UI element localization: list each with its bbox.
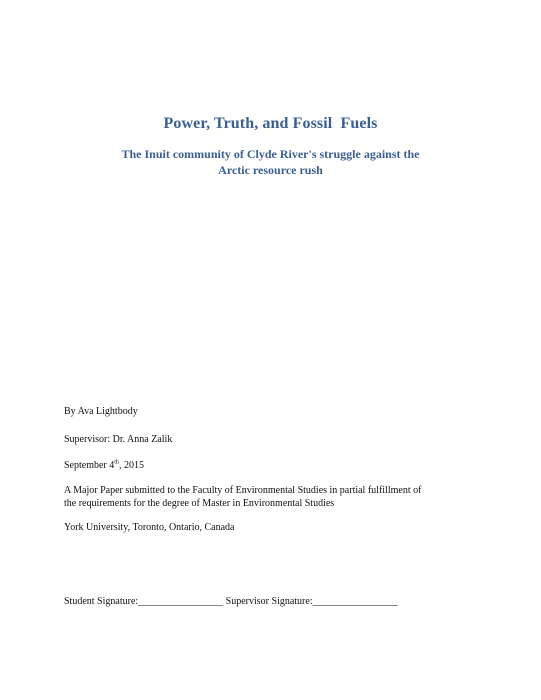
supervisor-signature-line: _________________ [312, 596, 398, 607]
author-line: By Ava Lightbody [64, 406, 138, 417]
institution-line: York University, Toronto, Ontario, Canada [64, 522, 235, 533]
date-month-day: September 4 [64, 460, 115, 471]
submission-line-2: the requirements for the degree of Master in Environmental Studies [64, 498, 335, 509]
subtitle-line-2: Arctic resource rush [218, 163, 323, 177]
date-line [64, 459, 144, 472]
submission-statement [64, 484, 421, 510]
supervisor-line: Supervisor: Dr. Anna Zalik [64, 434, 173, 445]
subtitle-line-1: The Inuit community of Clyde River's struggle against the [121, 147, 420, 161]
submission-line-1: A Major Paper submitted to the Faculty of Environmental Studies in partial fulfillment of [64, 485, 422, 496]
date-ordinal: th [114, 459, 119, 466]
supervisor-signature-label: Supervisor Signature: [223, 596, 313, 607]
student-signature-line: _________________ [138, 596, 224, 607]
signature-row [64, 595, 398, 608]
document-title: Power, Truth, and Fossil Fuels [163, 115, 378, 132]
date-year: , 2015 [118, 460, 144, 471]
student-signature-label: Student Signature: [64, 596, 139, 607]
document-subtitle [60, 146, 481, 178]
